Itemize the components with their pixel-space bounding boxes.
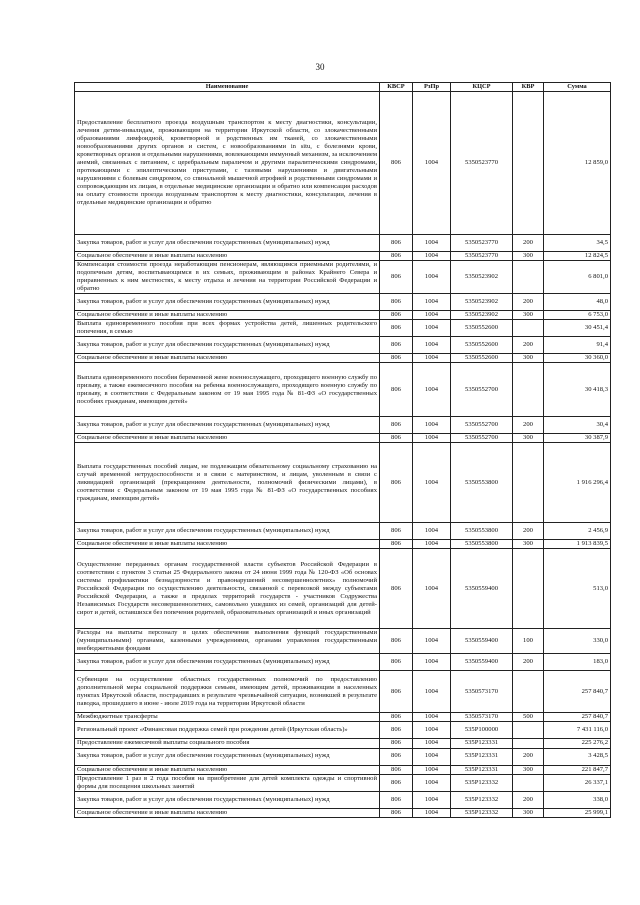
cell-kcsr: 5350523770 <box>451 92 513 235</box>
cell-rzpr: 1004 <box>413 722 451 739</box>
cell-kcsr: 5350552600 <box>451 354 513 363</box>
cell-kvsr: 806 <box>380 629 413 654</box>
cell-kvr <box>513 363 544 417</box>
cell-kvr: 200 <box>513 294 544 311</box>
cell-name: Социальное обеспечение и иные выплаты населению <box>75 311 380 320</box>
cell-kvr: 200 <box>513 748 544 765</box>
cell-sum: 257 840,7 <box>544 671 611 713</box>
header-kvr: КВР <box>513 83 544 92</box>
cell-kvsr: 806 <box>380 523 413 540</box>
budget-table <box>74 82 611 818</box>
cell-sum: 34,5 <box>544 235 611 252</box>
cell-kvr: 500 <box>513 713 544 722</box>
cell-sum: 12 859,0 <box>544 92 611 235</box>
cell-sum: 48,0 <box>544 294 611 311</box>
header-kvsr: КВСР <box>380 83 413 92</box>
table-row <box>75 311 611 320</box>
cell-kvr: 200 <box>513 337 544 354</box>
cell-kvsr: 806 <box>380 808 413 817</box>
cell-kvsr: 806 <box>380 739 413 748</box>
table-row <box>75 320 611 337</box>
table-row <box>75 654 611 671</box>
header-kcsr: КЦСР <box>451 83 513 92</box>
cell-sum: 30,4 <box>544 417 611 434</box>
cell-kvsr: 806 <box>380 713 413 722</box>
cell-name: Выплата единовременного пособия при всех формах устройства детей, лишенных родительского попечения, в семью <box>75 320 380 337</box>
cell-kvr: 300 <box>513 252 544 261</box>
cell-kvr: 200 <box>513 417 544 434</box>
table-row <box>75 739 611 748</box>
table-row <box>75 549 611 629</box>
cell-sum: 7 431 116,0 <box>544 722 611 739</box>
header-sum: Сумма <box>544 83 611 92</box>
cell-rzpr: 1004 <box>413 311 451 320</box>
cell-kvr: 100 <box>513 629 544 654</box>
cell-rzpr: 1004 <box>413 654 451 671</box>
cell-name: Социальное обеспечение и иные выплаты населению <box>75 434 380 443</box>
cell-sum: 338,0 <box>544 791 611 808</box>
cell-sum: 26 337,1 <box>544 774 611 791</box>
cell-sum: 221 847,7 <box>544 765 611 774</box>
table-row <box>75 540 611 549</box>
cell-name: Осуществление переданных органам государственной власти субъектов Российской Федерации в соответствии с пунктом 3 статьи 25 Федерального закона от 24 июня 1999 года № 120-ФЗ «Об основах системы профилактики безнадзорности и правонарушений несовершеннолетних» полномочий Российской Федерации по осуществлению деятельности, связанной с перевозкой между субъектами Российской Федерации, а также в пределах территорий государств - участников Содружества Независимых Государств несовершеннолетних, самовольно ушедших из семей, организаций для детей-сирот и детей, оставшихся без попечения родителей, образовательных организаций и иных организаций <box>75 549 380 629</box>
cell-kvr <box>513 443 544 523</box>
cell-rzpr: 1004 <box>413 337 451 354</box>
cell-rzpr: 1004 <box>413 739 451 748</box>
cell-kcsr: 5350553800 <box>451 523 513 540</box>
cell-sum: 25 999,1 <box>544 808 611 817</box>
cell-name: Закупка товаров, работ и услуг для обеспечения государственных (муниципальных) нужд <box>75 523 380 540</box>
cell-sum: 30 418,3 <box>544 363 611 417</box>
cell-kvr: 300 <box>513 354 544 363</box>
cell-kvsr: 806 <box>380 417 413 434</box>
table-row <box>75 748 611 765</box>
cell-kvr: 300 <box>513 765 544 774</box>
cell-kcsr: 535P123331 <box>451 765 513 774</box>
cell-kvsr: 806 <box>380 654 413 671</box>
table-row <box>75 765 611 774</box>
cell-sum: 6 801,0 <box>544 261 611 294</box>
cell-sum: 91,4 <box>544 337 611 354</box>
table-row <box>75 235 611 252</box>
cell-name: Закупка товаров, работ и услуг для обеспечения государственных (муниципальных) нужд <box>75 791 380 808</box>
cell-kcsr: 5350523770 <box>451 235 513 252</box>
page-number: 30 <box>315 62 325 72</box>
table-row <box>75 354 611 363</box>
cell-rzpr: 1004 <box>413 443 451 523</box>
cell-kvsr: 806 <box>380 748 413 765</box>
cell-kvr: 200 <box>513 791 544 808</box>
cell-kvsr: 806 <box>380 311 413 320</box>
cell-kcsr: 5350552600 <box>451 320 513 337</box>
table-header-row <box>75 83 611 92</box>
cell-name: Межбюджетные трансферты <box>75 713 380 722</box>
cell-kcsr: 5350559400 <box>451 549 513 629</box>
cell-rzpr: 1004 <box>413 549 451 629</box>
cell-rzpr: 1004 <box>413 540 451 549</box>
cell-kvsr: 806 <box>380 294 413 311</box>
table-row <box>75 523 611 540</box>
cell-name: Закупка товаров, работ и услуг для обеспечения государственных (муниципальных) нужд <box>75 654 380 671</box>
cell-kcsr: 535P123332 <box>451 774 513 791</box>
header-name: Наименование <box>75 83 380 92</box>
cell-name: Социальное обеспечение и иные выплаты населению <box>75 765 380 774</box>
cell-kvsr: 806 <box>380 261 413 294</box>
cell-sum: 2 456,9 <box>544 523 611 540</box>
cell-kvr: 200 <box>513 235 544 252</box>
cell-kvsr: 806 <box>380 791 413 808</box>
cell-sum: 30 387,9 <box>544 434 611 443</box>
cell-kvsr: 806 <box>380 765 413 774</box>
cell-kvr: 300 <box>513 540 544 549</box>
cell-name: Компенсация стоимости проезда неработающим пенсионерам, являющимся приемными родителями, и подопечным детям, воспитывающимся в их семьях, проживающим в районах Крайнего Севера и приравненных к ним местностях, к месту отдыха и лечения на территории Российской Федерации и обратно <box>75 261 380 294</box>
cell-sum: 1 913 839,5 <box>544 540 611 549</box>
cell-kcsr: 5350559400 <box>451 629 513 654</box>
cell-kvr <box>513 320 544 337</box>
table-row <box>75 294 611 311</box>
cell-kvr <box>513 722 544 739</box>
cell-kvsr: 806 <box>380 92 413 235</box>
cell-name: Выплата государственных пособий лицам, не подлежащим обязательному социальному страхованию на случай временной нетрудоспособности и в связи с материнством, и лицам, уволенным в связи с ликвидацией организаций (прекращением деятельности, полномочий физическими лицами), в соответствии с Федеральным законом от 19 мая 1995 года № 81-ФЗ «О государственных пособиях гражданам, имеющим детей» <box>75 443 380 523</box>
table-row <box>75 629 611 654</box>
cell-kvr <box>513 549 544 629</box>
cell-kvr: 300 <box>513 434 544 443</box>
cell-kvsr: 806 <box>380 337 413 354</box>
cell-rzpr: 1004 <box>413 765 451 774</box>
cell-kvsr: 806 <box>380 671 413 713</box>
cell-kvr: 300 <box>513 311 544 320</box>
cell-kcsr: 535P123331 <box>451 748 513 765</box>
cell-kcsr: 5350573170 <box>451 713 513 722</box>
cell-rzpr: 1004 <box>413 808 451 817</box>
cell-name: Выплата единовременного пособия беременной жене военнослужащего, проходящего военную службу по призыву, а также ежемесячного пособия на ребенка военнослужащего, проходящего военную службу по призыву, в соответствии с Федеральным законом от 19 мая 1995 года № 81-ФЗ «О государственных пособиях гражданам, имеющим детей» <box>75 363 380 417</box>
table-row <box>75 417 611 434</box>
cell-kcsr: 535P123331 <box>451 739 513 748</box>
cell-rzpr: 1004 <box>413 363 451 417</box>
cell-sum: 3 428,5 <box>544 748 611 765</box>
cell-rzpr: 1004 <box>413 434 451 443</box>
cell-rzpr: 1004 <box>413 261 451 294</box>
cell-kcsr: 5350552600 <box>451 337 513 354</box>
cell-rzpr: 1004 <box>413 417 451 434</box>
cell-name: Социальное обеспечение и иные выплаты населению <box>75 808 380 817</box>
cell-kcsr: 535P100000 <box>451 722 513 739</box>
cell-kvr <box>513 92 544 235</box>
cell-rzpr: 1004 <box>413 629 451 654</box>
cell-name: Закупка товаров, работ и услуг для обеспечения государственных (муниципальных) нужд <box>75 294 380 311</box>
cell-sum: 30 360,0 <box>544 354 611 363</box>
cell-rzpr: 1004 <box>413 523 451 540</box>
cell-name: Закупка товаров, работ и услуг для обеспечения государственных (муниципальных) нужд <box>75 417 380 434</box>
cell-kvsr: 806 <box>380 774 413 791</box>
cell-kcsr: 5350553800 <box>451 443 513 523</box>
cell-name: Социальное обеспечение и иные выплаты населению <box>75 540 380 549</box>
cell-rzpr: 1004 <box>413 713 451 722</box>
cell-name: Социальное обеспечение и иные выплаты населению <box>75 252 380 261</box>
cell-kvr: 200 <box>513 523 544 540</box>
cell-rzpr: 1004 <box>413 320 451 337</box>
cell-sum: 257 840,7 <box>544 713 611 722</box>
table-row <box>75 363 611 417</box>
table-row <box>75 443 611 523</box>
cell-kcsr: 5350559400 <box>451 654 513 671</box>
cell-kcsr: 5350552700 <box>451 417 513 434</box>
cell-kvr <box>513 261 544 294</box>
cell-kvsr: 806 <box>380 363 413 417</box>
cell-name: Расходы на выплаты персоналу в целях обеспечения выполнения функций государственными (муниципальными) органами, казенными учреждениями, органами управления государственными внебюджетными фондами <box>75 629 380 654</box>
cell-kvsr: 806 <box>380 722 413 739</box>
cell-sum: 513,0 <box>544 549 611 629</box>
table-row <box>75 774 611 791</box>
table-row <box>75 722 611 739</box>
cell-kvr <box>513 671 544 713</box>
cell-kvr <box>513 739 544 748</box>
cell-sum: 330,0 <box>544 629 611 654</box>
cell-kcsr: 5350523770 <box>451 252 513 261</box>
cell-kcsr: 5350552700 <box>451 434 513 443</box>
cell-kvr: 200 <box>513 654 544 671</box>
cell-sum: 12 824,5 <box>544 252 611 261</box>
table-row <box>75 791 611 808</box>
cell-kvsr: 806 <box>380 320 413 337</box>
table-row <box>75 92 611 235</box>
cell-kcsr: 5350552700 <box>451 363 513 417</box>
cell-kcsr: 5350573170 <box>451 671 513 713</box>
cell-kvsr: 806 <box>380 235 413 252</box>
cell-name: Закупка товаров, работ и услуг для обеспечения государственных (муниципальных) нужд <box>75 337 380 354</box>
cell-kvsr: 806 <box>380 540 413 549</box>
table-row <box>75 434 611 443</box>
cell-rzpr: 1004 <box>413 774 451 791</box>
cell-kcsr: 5350553800 <box>451 540 513 549</box>
cell-name: Закупка товаров, работ и услуг для обеспечения государственных (муниципальных) нужд <box>75 748 380 765</box>
cell-rzpr: 1004 <box>413 354 451 363</box>
table-row <box>75 261 611 294</box>
cell-name: Субвенции на осуществление областных государственных полномочий по предоставлению дополнительной меры социальной поддержки семьям, имеющим детей, проживающим в населенных пунктах Иркутской области, пострадавших в результате чрезвычайной ситуации, возникшей в результате паводка, прошедшего в июне - июле 2019 года на территории Иркутской области <box>75 671 380 713</box>
cell-rzpr: 1004 <box>413 235 451 252</box>
cell-sum: 6 753,0 <box>544 311 611 320</box>
cell-kvsr: 806 <box>380 549 413 629</box>
cell-name: Предоставление бесплатного проезда воздушным транспортом к месту диагностики, консультации, лечения детям-инвалидам, проживающим на территории Иркутской области, со злокачественными образованиями лимфоидной, кроветворной и родственных им тканей, со злокачественными новообразованиями других органов и систем, с новообразованиями in situ, с болезнями крови, кроветворных органов и отдельными нарушениями, вовлекающими иммунный механизм, за исключением анемий, связанных с питанием, с церебральным параличом и другими паралитическими синдромами, протекающими с эпилептическими приступами, с тазовыми нарушениями и двигательными нарушениями с болевым синдромом, со спинальной мышечной атрофией и родственными синдромами и сопровождающим их лицам, в отдельные медицинские организации и обратно или компенсация расходов на оплату стоимости проезда воздушным транспортом к месту диагностики, консультации, лечения в отдельные медицинские организации и обратно <box>75 92 380 235</box>
table-row <box>75 671 611 713</box>
cell-kvsr: 806 <box>380 252 413 261</box>
cell-sum: 183,0 <box>544 654 611 671</box>
cell-kcsr: 535P123332 <box>451 791 513 808</box>
cell-rzpr: 1004 <box>413 252 451 261</box>
cell-kvr: 300 <box>513 808 544 817</box>
table-row <box>75 337 611 354</box>
table-row <box>75 808 611 817</box>
cell-kcsr: 5350523902 <box>451 294 513 311</box>
table-row <box>75 713 611 722</box>
table-row <box>75 252 611 261</box>
cell-sum: 225 276,2 <box>544 739 611 748</box>
cell-kvsr: 806 <box>380 443 413 523</box>
header-rzpr: РзПр <box>413 83 451 92</box>
cell-name: Социальное обеспечение и иные выплаты населению <box>75 354 380 363</box>
cell-sum: 1 916 296,4 <box>544 443 611 523</box>
cell-rzpr: 1004 <box>413 671 451 713</box>
cell-name: Региональный проект «Финансовая поддержка семей при рождении детей (Иркутская область)» <box>75 722 380 739</box>
cell-kcsr: 535P123332 <box>451 808 513 817</box>
cell-kcsr: 5350523902 <box>451 311 513 320</box>
cell-kvsr: 806 <box>380 354 413 363</box>
cell-sum: 30 451,4 <box>544 320 611 337</box>
cell-rzpr: 1004 <box>413 294 451 311</box>
cell-kvr <box>513 774 544 791</box>
cell-name: Предоставление 1 раз в 2 года пособия на приобретение для детей комплекта одежды и спортивной формы для посещения школьных занятий <box>75 774 380 791</box>
cell-kvsr: 806 <box>380 434 413 443</box>
cell-rzpr: 1004 <box>413 748 451 765</box>
cell-kcsr: 5350523902 <box>451 261 513 294</box>
cell-name: Предоставление ежемесячной выплаты социального пособия <box>75 739 380 748</box>
cell-rzpr: 1004 <box>413 92 451 235</box>
cell-rzpr: 1004 <box>413 791 451 808</box>
cell-name: Закупка товаров, работ и услуг для обеспечения государственных (муниципальных) нужд <box>75 235 380 252</box>
